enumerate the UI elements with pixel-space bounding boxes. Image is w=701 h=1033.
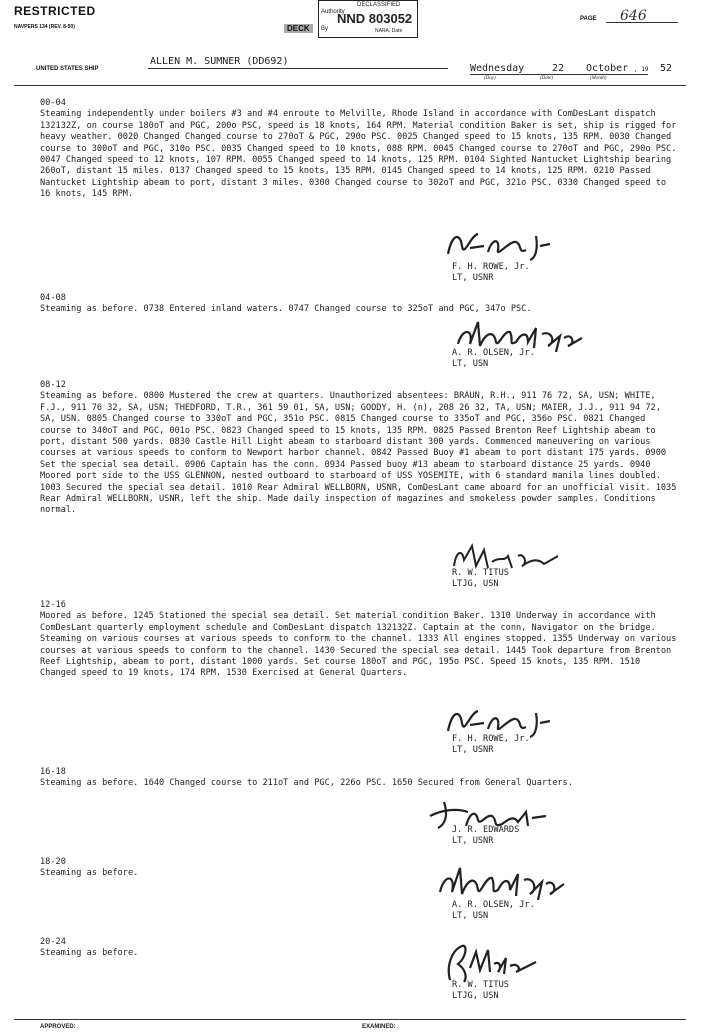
- signer-rank: LTJG, USN: [452, 579, 499, 589]
- signature-titus-2: [440, 936, 570, 986]
- watch-entry-20-24: [40, 937, 680, 960]
- signature-olsen-1: [452, 318, 602, 352]
- ship-name-line: [148, 68, 448, 69]
- watch-text: Moored as before. 1245 Stationed the special sea detail. Set material condition Baker. 1310 Underway in accordance with ComDesLant quarterly employment schedule and ComDesLant dispatch 132132Z. Captain at the conn, Navigator on the bridge. Steaming on various courses at various speeds to conform to the channel. 1333 All engines stopped. 1355 Underway on various courses at various speeds to conform to the channel. 1430 Secured the special sea detail. 1445 Took departure from Brenton Reef Lightship, abeam to port, distant 1000 yards. Set course 180oT and PGC, 195o PSC. Speed 15 knots, 135 RPM. 1510 Changed speed to 19 knots, 174 RPM. 1530 Exercised at General Quarters.: [40, 611, 682, 679]
- log-year: 52: [660, 63, 673, 74]
- watch-text: Steaming independently under boilers #3 and #4 enroute to Melville, Rhode Island in accordance with ComDesLant dispatch 132132Z, on course 180oT and PGC, 200o PSC, speed is 18 knots, 164 RPM. Material condition Baker is set, ship is rigged for heavy weather. 0020 Changed Changed course to 270oT & PGC, 290o PSC. 0025 Changed speed to 15 knots, 135 RPM. 0030 Changed course to 300oT and PGC, 310o PSC. 0035 Changed speed to 10 knots, 088 RPM. 0045 Changed course to 270oT and PGC, 290o PSC. 0047 Changed speed to 12 knots, 107 RPM. 0055 Changed speed to 14 knots, 125 RPM. 0104 Sighted Nantucket Lightship bearing 260oT, distant 15 miles. 0137 Changed speed to 15 knots, 135 RPM. 0145 Changed speed to 14 knots, 125 RPM. 0210 Passed Nantucket Lightship abeam to port, distant 3 miles. 0300 Changed course to 302oT and PGC, 321o PSC. 0330 Changed speed to 16 knots, 145 RPM.: [40, 109, 682, 200]
- signer-rank: LTJG, USN: [452, 991, 499, 1001]
- month-label: (Month): [590, 76, 607, 81]
- restricted-marking: RESTRICTED: [14, 4, 96, 18]
- signer-name: F. H. ROWE, Jr.: [452, 734, 530, 744]
- signer-name: R. W. TITUS: [452, 980, 509, 990]
- watch-entry-18-20: [40, 857, 680, 880]
- watch-text: Steaming as before.: [40, 868, 139, 879]
- watch-entry-16-18: [40, 767, 680, 790]
- log-month: October: [586, 63, 629, 74]
- signer-name: J. R. EDWARDS: [452, 825, 520, 835]
- signature-rowe-1: [440, 228, 570, 262]
- day-label: (Day): [484, 76, 496, 81]
- stamp-authority: Authority: [321, 9, 345, 15]
- signer-rank: LT, USN: [452, 359, 489, 369]
- signer-name: F. H. ROWE, Jr.: [452, 262, 530, 272]
- watch-text: Steaming as before. 1640 Changed course to 211oT and PGC, 226o PSC. 1650 Secured from General Quarters.: [40, 778, 573, 789]
- approved-label: APPROVED:: [40, 1024, 76, 1030]
- watch-time: 08-12: [40, 380, 66, 390]
- watch-text: Steaming as before.: [40, 948, 139, 959]
- signer-rank: LT, USN: [452, 911, 489, 921]
- log-year-prefix: , 19: [634, 66, 649, 73]
- deck-label: DECK: [284, 24, 313, 33]
- date-line: [470, 74, 648, 75]
- stamp-declassified: DECLASSIFIED: [357, 2, 401, 8]
- examined-label: EXAMINED:: [362, 1024, 396, 1030]
- page-number: 646: [620, 8, 647, 24]
- log-day: Wednesday: [470, 63, 525, 74]
- watch-time: 16-18: [40, 767, 66, 777]
- watch-time: 20-24: [40, 937, 66, 947]
- ship-label: UNITED STATES SHIP: [36, 66, 99, 72]
- stamp-by: By: [321, 26, 329, 32]
- footer-rule: [14, 1019, 686, 1020]
- watch-time: 12-16: [40, 600, 66, 610]
- ship-name: ALLEN M. SUMNER (DD692): [150, 56, 289, 67]
- signer-name: A. R. OLSEN, Jr.: [452, 900, 535, 910]
- header-rule: [14, 85, 686, 86]
- page-number-line: [606, 22, 678, 23]
- signer-rank: LT, USNR: [452, 273, 494, 283]
- watch-text: Steaming as before. 0738 Entered inland waters. 0747 Changed course to 325oT and PGC, 347o PSC.: [40, 304, 532, 315]
- watch-entry-12-16: [40, 600, 680, 680]
- watch-text: Steaming as before. 0800 Mustered the crew at quarters. Unauthorized absentees: BRAUN, R.H., 911 76 72, SA, USN; WHITE, F.J., 911 76 32, SA, USN; THEDFORD, T.R., 361 59 01, SA, USN; GOODY, H. (n), 208 26 32, TA, USN; MAIER, J.J., 911 94 72, SA, USN. 0805 Changed course to 330oT and PGC, 351o PSC. 0815 Changed course to 335oT and PGC, 356o PSC. 0821 Changed course to 340oT and PGC, 001o PSC. 0823 Changed speed to 15 knots, 135 RPM. 0825 Passed Brenton Reef Lightship abeam to port, distant 500 yards. 0830 Castle Hill Light abeam to starboard distant 300 yards. Commenced maneuvering on various courses at various speeds to conform to Newport harbor channel. 0842 Passed Buoy #1 abeam to port distant 175 yards. 0900 Set the special sea detail. 0906 Captain has the conn. 0934 Passed buoy #13 abeam to starboard distance 25 yards. 0940 Moored port side to the USS GLENNON, nested outboard to starboard of USS YOSEMITE, with 6 standard manila lines doubled. 1003 Secured the special sea detail. 1010 Rear Admiral WELLBORN, USNR, ComDesLant came aboard for an unofficial visit. 1035 Rear Admiral WELLBORN, USNR, left the ship. Made daily inspection of magazines and smokeless powder samples. Conditions normal.: [40, 391, 682, 516]
- watch-time: 04-08: [40, 293, 66, 303]
- watch-entry-04-08: [40, 293, 680, 316]
- date-label: (Date): [540, 76, 554, 81]
- watch-entry-08-12: [40, 380, 680, 517]
- signer-name: R. W. TITUS: [452, 568, 509, 578]
- form-number: NAVPERS 134 (REV. 8-50): [14, 24, 75, 30]
- signer-rank: LT, USNR: [452, 836, 494, 846]
- watch-entry-00-04: [40, 98, 680, 201]
- page-label: PAGE: [580, 16, 597, 22]
- signer-rank: LT, USNR: [452, 745, 494, 755]
- stamp-number: NND 803052: [337, 11, 413, 26]
- watch-time: 18-20: [40, 857, 66, 867]
- log-date: 22: [552, 63, 565, 74]
- signature-olsen-2: [434, 862, 584, 900]
- watch-time: 00-04: [40, 98, 66, 108]
- declassified-stamp: [318, 0, 418, 38]
- signer-name: A. R. OLSEN, Jr.: [452, 348, 535, 358]
- stamp-nara-date: NARA, Date: [375, 28, 403, 34]
